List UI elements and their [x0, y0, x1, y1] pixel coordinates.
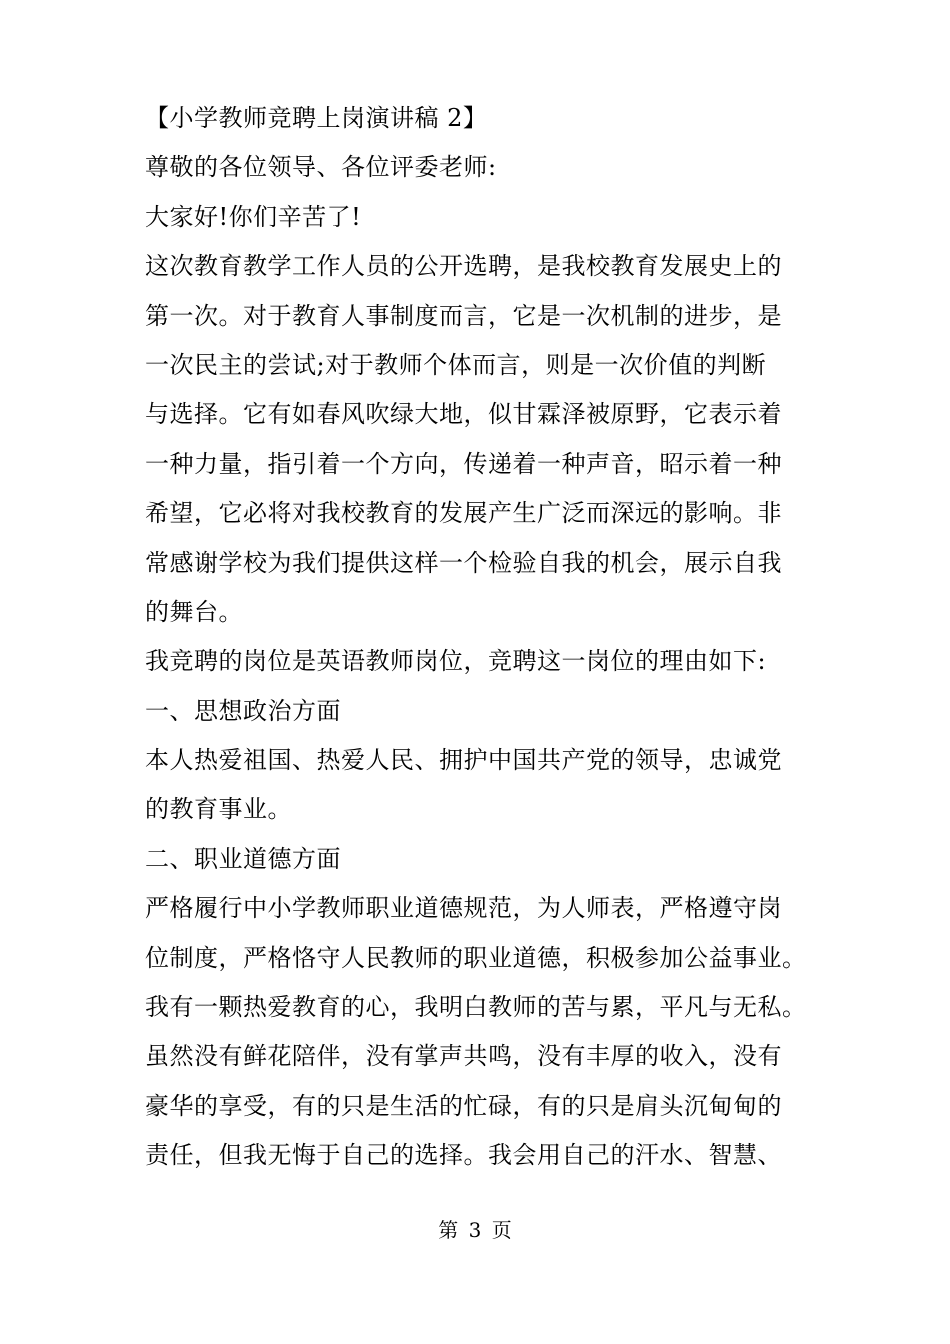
paragraph-line: 第一次。对于教育人事制度而言，它是一次机制的进步，是	[145, 301, 782, 330]
paragraph-line: 虽然没有鲜花陪伴，没有掌声共鸣，没有丰厚的收入，没有	[145, 1042, 782, 1071]
document-body	[145, 94, 810, 1181]
paragraph-line: 希望，它必将对我校教育的发展产生广泛而深远的影响。非	[145, 499, 782, 528]
paragraph-line: 与选择。它有如春风吹绿大地，似甘霖泽被原野，它表示着	[145, 400, 782, 429]
section-heading: 一、思想政治方面	[145, 696, 341, 725]
paragraph-line: 本人热爱祖国、热爱人民、拥护中国共产党的领导，忠诚党	[145, 746, 782, 775]
paragraph-line: 豪华的享受，有的只是生活的忙碌，有的只是肩头沉甸甸的	[145, 1091, 782, 1120]
paragraph-line: 我竞聘的岗位是英语教师岗位，竞聘这一岗位的理由如下:	[145, 647, 767, 676]
paragraph-line: 常感谢学校为我们提供这样一个检验自我的机会，展示自我	[145, 548, 782, 577]
paragraph-line: 这次教育教学工作人员的公开选聘，是我校教育发展史上的	[145, 252, 782, 281]
section-heading: 二、职业道德方面	[145, 844, 341, 873]
paragraph-line: 的教育事业。	[145, 795, 292, 824]
salutation: 尊敬的各位领导、各位评委老师:	[145, 153, 497, 182]
paragraph-line: 责任，但我无悔于自己的选择。我会用自己的汗水、智慧、	[145, 1141, 782, 1170]
document-title: 【小学教师竞聘上岗演讲稿 2】	[145, 104, 488, 132]
paragraph-line: 我有一颗热爱教育的心，我明白教师的苦与累，平凡与无私。	[145, 993, 807, 1022]
paragraph-line: 的舞台。	[145, 597, 243, 626]
paragraph-line: 严格履行中小学教师职业道德规范，为人师表，严格遵守岗	[145, 894, 782, 923]
paragraph-line: 位制度，严格恪守人民教师的职业道德，积极参加公益事业。	[145, 943, 807, 972]
paragraph-line: 一种力量，指引着一个方向，传递着一种声音，昭示着一种	[145, 449, 782, 478]
page-number: 第 3 页	[438, 1218, 512, 1242]
paragraph-line: 一次民主的尝试;对于教师个体而言，则是一次价值的判断	[145, 350, 767, 379]
greeting: 大家好!你们辛苦了!	[145, 202, 362, 231]
